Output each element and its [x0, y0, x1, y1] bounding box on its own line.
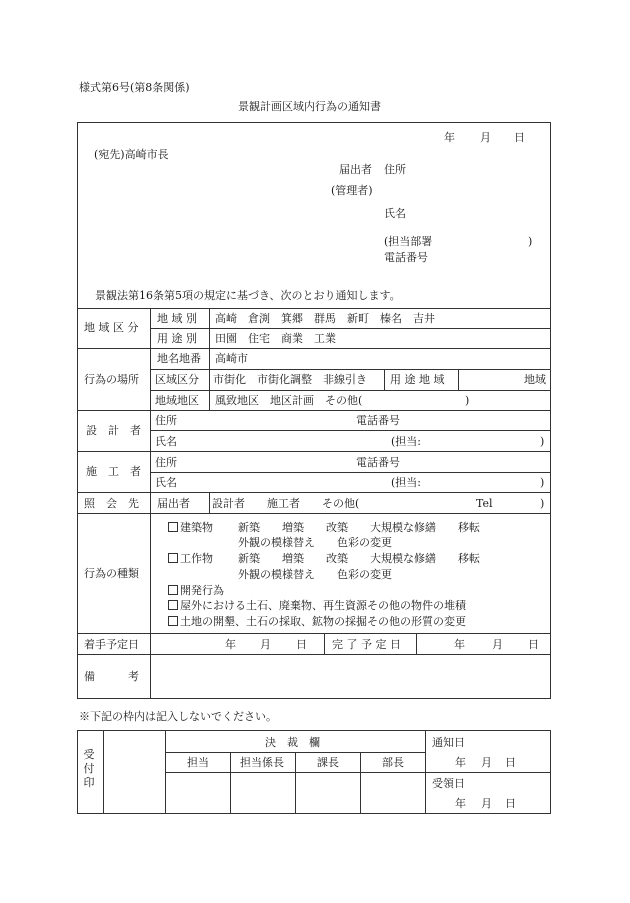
district-values: 風致地区 地区計画 その他( — [215, 394, 363, 407]
col-tanto: 担当 — [187, 756, 209, 769]
stamp-label: 受付印 — [83, 748, 95, 789]
structure-types: 新築 増築 改築 大規模な修繕 移転 — [238, 552, 480, 565]
development-option[interactable] — [168, 585, 224, 596]
notify-year: 年 — [455, 756, 466, 769]
dept-label: (担当部署 — [384, 235, 433, 248]
notify-month: 月 — [481, 756, 492, 769]
receive-month: 月 — [481, 797, 492, 810]
land-checkbox[interactable] — [168, 616, 178, 626]
place-label: 行為の場所 — [84, 373, 139, 386]
manager-label: (管理者) — [331, 184, 373, 197]
date-year: 年 — [444, 131, 455, 144]
district-close: ) — [465, 394, 470, 407]
outdoor-option[interactable] — [168, 600, 466, 611]
builder-address: 住所 — [155, 456, 177, 469]
receive-year: 年 — [455, 797, 466, 810]
designer-address: 住所 — [155, 414, 177, 427]
action-label: 行為の種類 — [84, 567, 139, 580]
receive-date-label: 受領日 — [432, 777, 465, 790]
page-title: 景観計画区域内行為の通知書 — [238, 100, 381, 113]
building-types: 新築 増築 改築 大規模な修繕 移転 — [238, 521, 480, 534]
building-types-2: 外観の模様替え 色彩の変更 — [238, 536, 392, 549]
col-kakaricho: 担当係長 — [240, 756, 284, 769]
builder-label: 施 工 者 — [86, 465, 141, 478]
end-year: 年 — [454, 638, 465, 651]
zone-values: 市街化 市街化調整 非線引き — [213, 373, 367, 386]
date-day: 日 — [514, 131, 525, 144]
dept-close: ) — [528, 235, 533, 248]
use-zone-suffix: 地域 — [524, 373, 546, 386]
addressee: (宛先)高崎市長 — [94, 148, 169, 161]
use-zone-label: 用 途 地 域 — [390, 373, 445, 386]
notifier-label: 届出者 — [339, 163, 372, 176]
land-option[interactable] — [168, 616, 466, 627]
building-checkbox[interactable] — [168, 522, 178, 532]
designer-contact: (担当: — [391, 435, 421, 448]
lot-label: 地名地番 — [157, 352, 201, 365]
use-label: 用 途 別 — [157, 332, 197, 345]
region-label: 地 域 別 — [157, 312, 197, 325]
development-checkbox[interactable] — [168, 585, 178, 595]
inquiry-options: 届出者 設計者 施工者 その他( — [157, 497, 360, 510]
structure-types-2: 外観の模様替え 色彩の変更 — [238, 568, 392, 581]
col-kacho: 課長 — [317, 756, 339, 769]
start-label: 着手予定日 — [84, 638, 139, 651]
builder-phone: 電話番号 — [356, 456, 400, 469]
notify-date-label: 通知日 — [432, 736, 465, 749]
remarks-label: 備 考 — [84, 670, 139, 683]
decision-label: 決 裁 欄 — [265, 736, 320, 749]
end-label: 完 了 予 定 日 — [332, 638, 401, 651]
col-bucho: 部長 — [382, 756, 404, 769]
building-option[interactable] — [168, 522, 213, 533]
start-year: 年 — [225, 638, 236, 651]
end-month: 月 — [492, 638, 503, 651]
address-label: 住所 — [384, 163, 406, 176]
form-number: 様式第6号(第8条関係) — [79, 81, 190, 94]
phone-label: 電話番号 — [384, 251, 428, 264]
structure-label: 工作物 — [180, 552, 213, 565]
outdoor-label: 屋外における土石、廃棄物、再生資源その他の物件の堆積 — [180, 599, 466, 612]
outdoor-checkbox[interactable] — [168, 600, 178, 610]
lot-value: 高崎市 — [215, 352, 248, 365]
designer-phone: 電話番号 — [356, 414, 400, 427]
structure-option[interactable] — [168, 553, 213, 564]
area-label: 地 域 区 分 — [84, 321, 139, 334]
end-day: 日 — [528, 638, 539, 651]
designer-name: 氏名 — [155, 435, 177, 448]
inquiry-tel: Tel — [476, 497, 493, 510]
development-label: 開発行為 — [180, 584, 224, 597]
designer-label: 設 計 者 — [86, 424, 141, 437]
start-day: 日 — [296, 638, 307, 651]
building-label: 建築物 — [180, 521, 213, 534]
date-month: 月 — [480, 131, 491, 144]
inquiry-close: ) — [540, 497, 545, 510]
builder-name: 氏名 — [155, 476, 177, 489]
region-values: 高崎 倉渕 箕郷 群馬 新町 榛名 吉井 — [215, 312, 435, 325]
statement: 景観法第16条第5項の規定に基づき、次のとおり通知します。 — [95, 289, 401, 302]
structure-checkbox[interactable] — [168, 553, 178, 563]
inquiry-label: 照 会 先 — [84, 497, 139, 510]
notify-day: 日 — [505, 756, 516, 769]
office-note: ※下記の枠内は記入しないでください。 — [79, 710, 277, 723]
land-label: 土地の開墾、土石の採取、鉱物の採掘その他の形質の変更 — [180, 615, 466, 628]
district-label: 地域地区 — [155, 394, 199, 407]
builder-contact-close: ) — [540, 476, 545, 489]
designer-contact-close: ) — [540, 435, 545, 448]
name-label: 氏名 — [384, 207, 406, 220]
start-month: 月 — [260, 638, 271, 651]
receive-day: 日 — [505, 797, 516, 810]
use-values: 田園 住宅 商業 工業 — [215, 332, 336, 345]
builder-contact: (担当: — [391, 476, 421, 489]
zone-label: 区域区分 — [155, 373, 199, 386]
